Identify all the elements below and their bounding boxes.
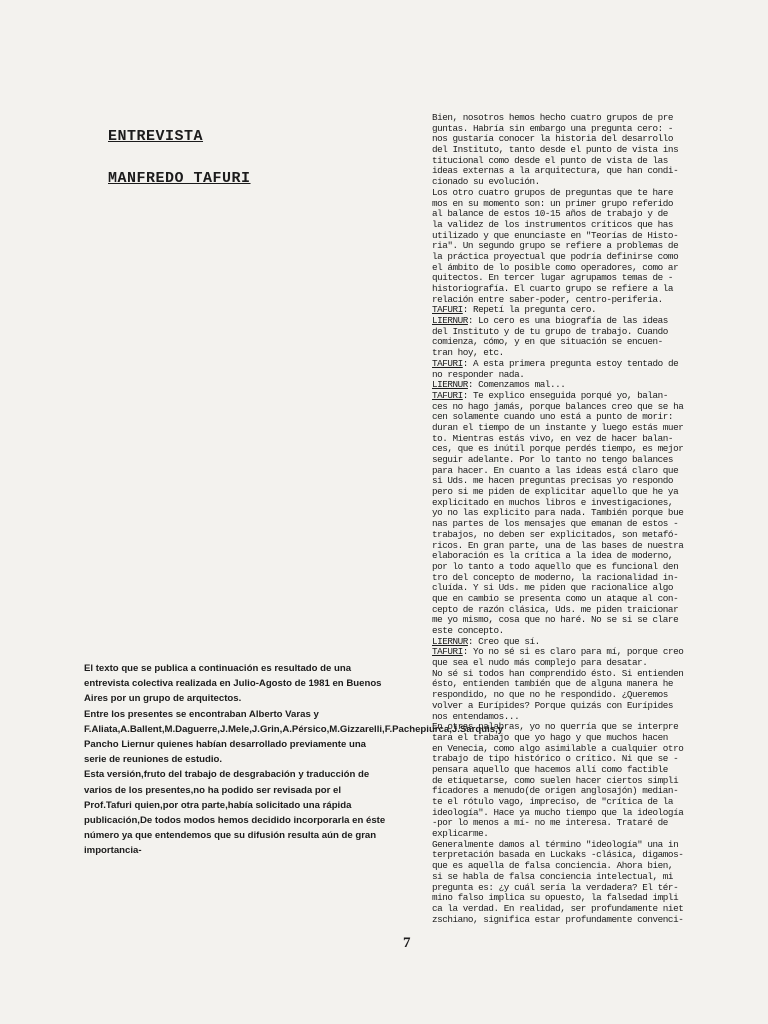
text-line: [432, 583, 766, 594]
text-line: [432, 690, 766, 701]
text-line: [432, 455, 766, 466]
line-text: la validez de los instrumentos críticos que has: [432, 219, 674, 230]
line-text: que sea el nudo más complejo para desatar.: [432, 658, 648, 669]
intro-paragraph: Entre los presentes se encontraban Alberto Varas y F.Aliata,A.Ballent,M.Daguerre,J.Mele,J.Grin,A.Pérsico,M.Gizzarelli,F.Pachepiurca,J.Sarquis,y Pancho Liernur quienes habían desarrollado previamente una serie de reuniones de estudio.: [84, 708, 504, 766]
text-line: [432, 252, 766, 263]
text-line: [432, 840, 766, 851]
text-line: [432, 124, 766, 135]
line-text: Generalmente damos al término "ideología" una in: [432, 839, 679, 850]
line-text: para hacer. En cuanto a las ideas está claro que: [432, 465, 679, 476]
line-text: me yo mismo, cosa que no haré. No se si se clare: [432, 615, 679, 626]
text-line: [432, 872, 766, 883]
text-line: [432, 391, 766, 402]
line-text: ideas externas a la arquitectura, que han condi-: [432, 166, 679, 177]
line-text: mos en su momento son: un primer grupo referido: [432, 198, 674, 209]
line-text: utilizado y que enunciaste en "Teorías de Histo-: [432, 230, 679, 241]
line-text: este concepto.: [432, 626, 504, 636]
line-text: explicitado en muchos libros e investigaciones,: [432, 497, 674, 508]
text-line: [432, 594, 766, 605]
intro-paragraph: Esta versión,fruto del trabajo de desgrabación y traducción de varios de los presentes,no ha podido ser revisada por el Prof.Tafuri quien,por otra parte,había solicitado una rápida publicación,De todos modos hemos decidido incorporarla en éste número ya que entendemos que su difusión resulta aún de gran importancia-: [84, 769, 386, 857]
text-line: [432, 829, 766, 840]
line-text: : Lo cero es una biografía de las ideas: [467, 316, 668, 327]
text-line: [432, 797, 766, 808]
line-text: guntas. Habría sin embargo una pregunta cero: -: [432, 123, 674, 134]
text-line: [432, 679, 766, 690]
speaker-label: TAFURI: [432, 305, 463, 316]
line-text: la práctica proyectual que podría definirse como: [432, 251, 679, 262]
line-text: mino falso implica su opuesto, la falsedad impli: [432, 893, 679, 904]
article-title: ENTREVISTA: [108, 128, 204, 145]
line-text: pregunta es: ¿y cuál sería la verdadera? El tér-: [432, 882, 679, 893]
text-line: [432, 370, 766, 381]
line-text: al balance de estos 10-15 años de trabajo y de: [432, 209, 668, 220]
line-text: seguir adelante. Por lo tanto no tengo balances: [432, 455, 674, 465]
text-line: [432, 487, 766, 498]
text-line: [432, 765, 766, 776]
speaker-label: TAFURI: [432, 647, 463, 658]
text-line: [432, 305, 766, 316]
text-line: [432, 541, 766, 552]
text-line: [432, 177, 766, 188]
text-line: [432, 359, 766, 370]
line-text: : Yo no sé si es claro para mí, porque creo: [462, 647, 684, 658]
text-line: [432, 348, 766, 359]
text-line: [432, 380, 766, 391]
text-line: [432, 113, 766, 124]
line-text: ces, que es inútil porque perdés tiempo, es mejor: [432, 444, 684, 455]
line-text: Los otro cuatro grupos de preguntas que te hare: [432, 187, 674, 198]
text-line: [432, 199, 766, 210]
line-text: por lo tanto a todo aquello que es funcional den: [432, 561, 679, 572]
text-line: [432, 850, 766, 861]
line-text: ideología". Hace ya mucho tiempo que la ideología: [432, 807, 684, 818]
text-line: [432, 402, 766, 413]
text-line: [432, 562, 766, 573]
text-line: [432, 466, 766, 477]
line-text: nas partes de los mensajes que emanan de estos -: [432, 519, 679, 530]
line-text: si se habla de falsa conciencia intelectual, mi: [432, 871, 674, 882]
line-text: del Instituto, tanto desde el punto de vista ins: [432, 145, 679, 156]
line-text: que en cambio se presenta como un ataque al con-: [432, 593, 679, 604]
line-text: relación entre saber-poder, centro-periferia.: [432, 294, 663, 305]
text-line: [432, 861, 766, 872]
text-line: [432, 316, 766, 327]
text-line: [432, 615, 766, 626]
line-text: respondido, no que no he respondido. ¿Queremos: [432, 690, 668, 701]
line-text: comienza, cómo, y en que situación se encuen-: [432, 337, 663, 348]
line-text: si Uds. me hacen preguntas precisas yo respondo: [432, 476, 674, 487]
line-text: : A esta primera pregunta estoy tentado de: [462, 358, 679, 369]
speaker-label: TAFURI: [432, 390, 463, 401]
line-text: ria". Un segundo grupo se refiere a problemas de: [432, 241, 679, 252]
text-line: [432, 733, 766, 744]
line-text: cen solamente cuando uno está a punto de morir:: [432, 412, 674, 423]
text-line: [432, 669, 766, 680]
line-text: zschiano, significa estar profundamente convenci-: [432, 914, 684, 925]
text-line: [432, 327, 766, 338]
page-number: 7: [403, 935, 411, 951]
text-line: [432, 573, 766, 584]
text-line: [432, 519, 766, 530]
text-line: [432, 423, 766, 434]
text-line: [432, 530, 766, 541]
text-line: [432, 337, 766, 348]
text-line: [432, 647, 766, 658]
line-text: te el rótulo vago, impreciso, de "crítica de la: [432, 797, 674, 807]
text-line: [432, 209, 766, 220]
text-line: [432, 637, 766, 648]
line-text: cluída. Y si Uds. me piden que racionalice algo: [432, 583, 674, 594]
line-text: ésto, entienden también que de alguna manera he: [432, 679, 674, 690]
line-text: que es aquella de falsa conciencia. Ahora bien,: [432, 861, 674, 872]
line-text: nos gustaría conocer la historia del desarrollo: [432, 134, 674, 145]
text-line: [432, 295, 766, 306]
text-line: [432, 220, 766, 231]
line-text: de etiquetarse, como suelen hacer ciertos simpli: [432, 775, 679, 786]
line-text: : Repetí la pregunta cero.: [462, 305, 597, 316]
text-line: [432, 156, 766, 167]
line-text: -por lo menos a mí- no me interesa. Trataré de: [432, 818, 668, 829]
text-line: [432, 412, 766, 423]
line-text: terpretación basada en Luckaks -clásica, digamos-: [432, 850, 684, 861]
text-line: [432, 883, 766, 894]
text-line: [432, 145, 766, 156]
text-line: [432, 754, 766, 765]
text-line: [432, 605, 766, 616]
line-text: pero si me piden de explicitar aquello que he ya: [432, 487, 679, 498]
line-text: trabajos, no deben ser explicitados, son metafó-: [432, 529, 679, 540]
line-text: en Venecia, como algo asimilable a cualquier otro: [432, 743, 684, 754]
text-line: [432, 701, 766, 712]
text-line: [432, 166, 766, 177]
line-text: del Instituto y de tu grupo de trabajo. Cuando: [432, 326, 668, 337]
line-text: explicarme.: [432, 829, 489, 840]
text-line: [432, 508, 766, 519]
speaker-label: LIERNUR: [432, 316, 468, 327]
line-text: : Te explico enseguida porqué yo, balan-: [462, 390, 668, 401]
line-text: tro del concepto de moderno, la racionalidad in-: [432, 572, 679, 583]
line-text: historiografía. El cuarto grupo se refiere a la: [432, 284, 674, 294]
line-text: cionado su evolución.: [432, 177, 540, 188]
line-text: elaboración es la crítica a la idea de moderno,: [432, 551, 674, 562]
text-line: [432, 808, 766, 819]
line-text: trabajo de tipo histórico o crítico. Ni que se -: [432, 754, 679, 765]
line-text: : Comenzamos mal...: [467, 380, 566, 391]
text-line: [432, 263, 766, 274]
line-text: cepto de razón clásica, Uds. me piden traicionar: [432, 604, 679, 615]
interview-column: [432, 113, 766, 925]
speaker-label: LIERNUR: [432, 636, 468, 647]
line-text: el ámbito de lo posible como operadores, como ar: [432, 262, 679, 273]
text-line: [432, 284, 766, 295]
intro-paragraph: El texto que se publica a continuación es resultado de una entrevista colectiva realizada en Julio-Agosto de 1981 en Buenos Aires por un grupo de arquitectos.: [84, 663, 382, 705]
text-line: [432, 273, 766, 284]
text-line: [432, 498, 766, 509]
line-text: Bien, nosotros hemos hecho cuatro grupos de pre: [432, 113, 674, 123]
line-text: tran hoy, etc.: [432, 348, 504, 359]
text-line: [432, 658, 766, 669]
line-text: No sé si todos han comprendido ésto. Si entienden: [432, 668, 684, 679]
article-subtitle: MANFREDO TAFURI: [108, 170, 251, 187]
line-text: En otras palabras, yo no querría que se interpre: [432, 722, 679, 733]
line-text: no responder nada.: [432, 369, 525, 380]
text-line: [432, 626, 766, 637]
text-line: [432, 434, 766, 445]
line-text: tara el trabajo que yo hago y que muchos hacen: [432, 732, 668, 743]
text-line: [432, 722, 766, 733]
line-text: to. Mientras estás vivo, en vez de hacer balan-: [432, 433, 674, 444]
text-line: [432, 904, 766, 915]
line-text: duran el tiempo de un instante y luego estás muer: [432, 422, 684, 433]
text-line: [432, 915, 766, 926]
line-text: pensara aquello que hacemos allí como factible: [432, 764, 668, 775]
line-text: yo no las explicito para nada. También porque bue: [432, 508, 684, 519]
line-text: quitectos. En tercer lugar agrupamos temas de -: [432, 273, 674, 284]
text-line: [432, 231, 766, 242]
text-line: [432, 818, 766, 829]
line-text: titucional como desde el punto de vista de las: [432, 155, 668, 166]
text-line: [432, 134, 766, 145]
text-line: [432, 776, 766, 787]
line-text: nos entendamos...: [432, 711, 520, 722]
speaker-label: LIERNUR: [432, 380, 468, 391]
line-text: : Creo que sí.: [467, 636, 540, 647]
line-text: ca la verdad. En realidad, ser profundamente niet: [432, 903, 684, 914]
text-line: [432, 551, 766, 562]
text-line: [432, 893, 766, 904]
text-line: [432, 241, 766, 252]
line-text: ricos. En gran parte, una de las bases de nuestra: [432, 540, 684, 551]
line-text: volver a Eurípides? Porque quizás con Eurípides: [432, 700, 674, 711]
text-line: [432, 188, 766, 199]
text-line: [432, 444, 766, 455]
line-text: ficadores a menudo(de origen anglosajón) median-: [432, 786, 679, 797]
text-line: [432, 744, 766, 755]
text-line: [432, 476, 766, 487]
text-line: [432, 786, 766, 797]
text-line: [432, 712, 766, 723]
line-text: ces no hago jamás, porque balances creo que se ha: [432, 401, 684, 412]
speaker-label: TAFURI: [432, 358, 463, 369]
